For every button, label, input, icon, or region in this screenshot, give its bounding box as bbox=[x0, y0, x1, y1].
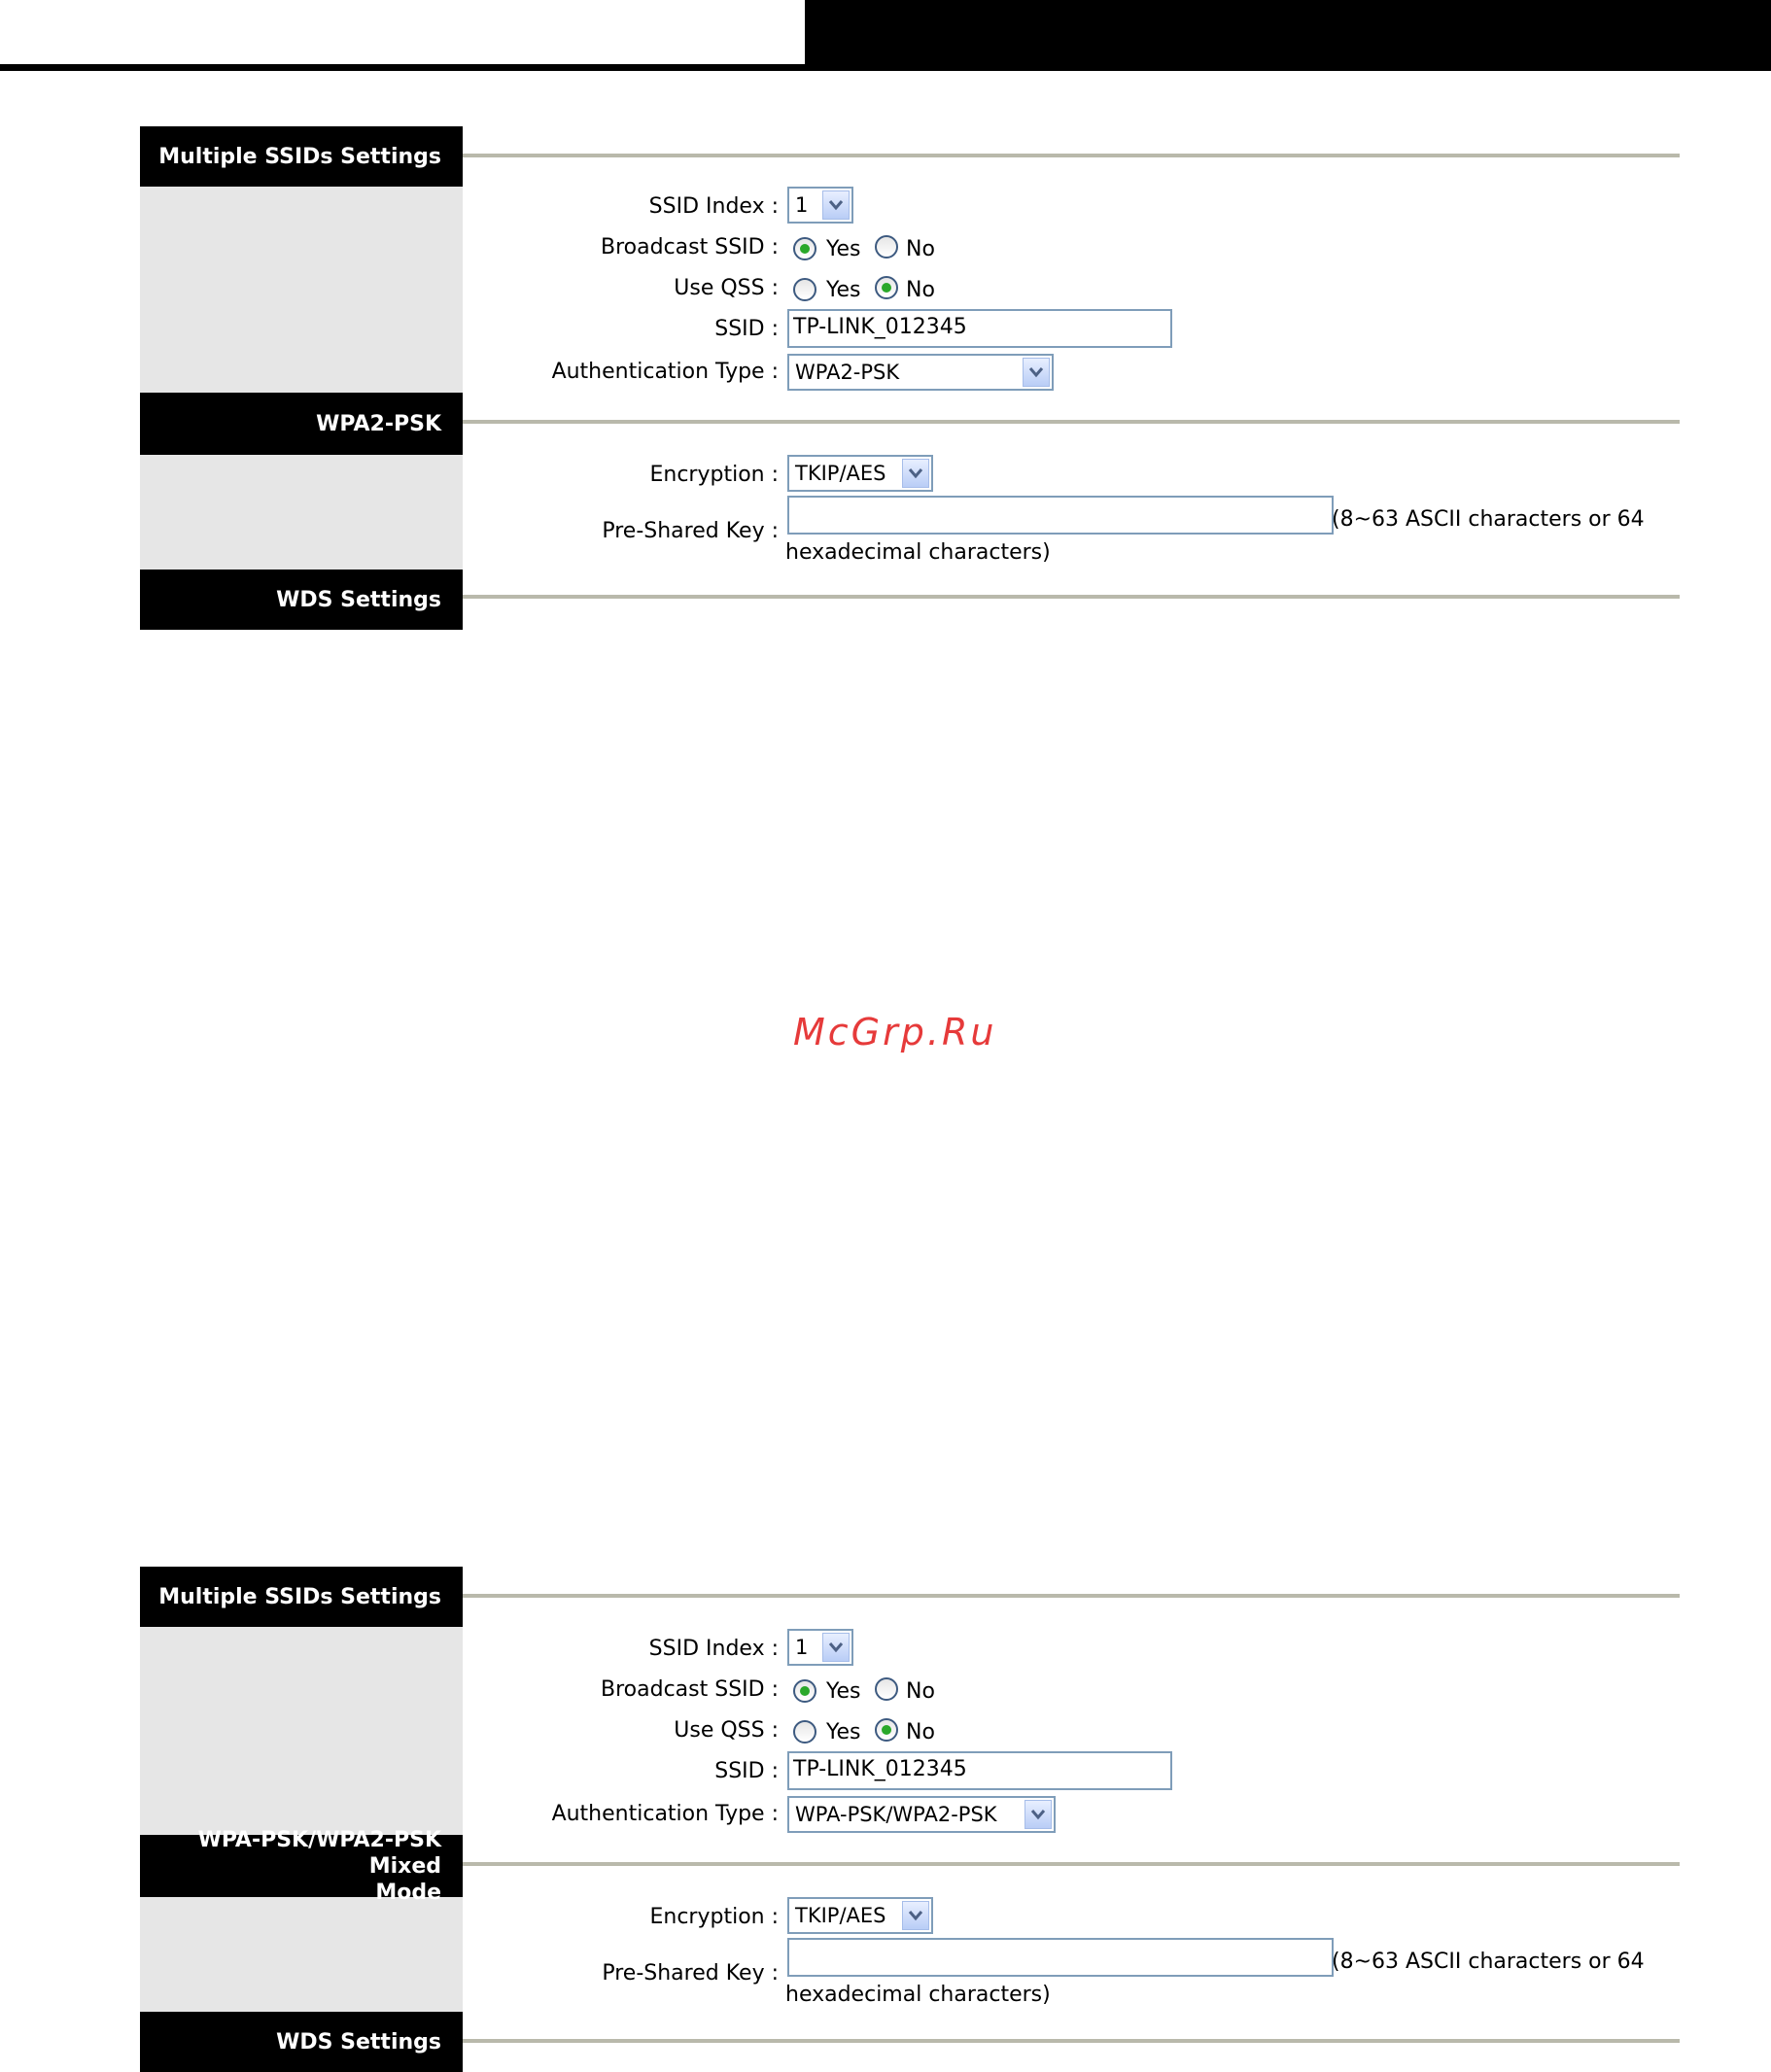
watermark: McGrp.Ru bbox=[793, 1011, 997, 1053]
chevron-down-icon[interactable] bbox=[822, 190, 850, 220]
auth-type-value: WPA2-PSK bbox=[795, 361, 900, 384]
chevron-down-icon[interactable] bbox=[902, 459, 929, 488]
label-ssid-index: SSID Index : bbox=[648, 194, 779, 219]
section-rule bbox=[463, 595, 1680, 599]
label-auth-type: Authentication Type : bbox=[551, 1802, 779, 1826]
encryption-value: TKIP/AES bbox=[795, 462, 886, 485]
header-bar bbox=[805, 0, 1771, 66]
chevron-down-icon[interactable] bbox=[1023, 358, 1050, 387]
sidebar-gray bbox=[140, 455, 463, 570]
section-title bbox=[140, 1827, 441, 1906]
ssid-index-value: 1 bbox=[795, 193, 809, 217]
psk-input[interactable] bbox=[787, 496, 1334, 535]
auth-type-select[interactable] bbox=[787, 1796, 1056, 1833]
broadcast-yes-radio[interactable] bbox=[793, 237, 816, 260]
auth-type-value: WPA-PSK/WPA2-PSK bbox=[795, 1803, 997, 1826]
qss-yes-radio[interactable] bbox=[793, 278, 816, 301]
label-encryption: Encryption : bbox=[649, 1905, 779, 1929]
broadcast-no-radio[interactable] bbox=[875, 235, 898, 259]
section-rule bbox=[463, 1594, 1680, 1598]
qss-no-radio[interactable] bbox=[875, 276, 898, 299]
broadcast-yes-radio[interactable] bbox=[793, 1679, 816, 1703]
auth-type-select[interactable] bbox=[787, 354, 1054, 391]
qss-no-label: No bbox=[906, 278, 935, 302]
chevron-down-icon[interactable] bbox=[822, 1633, 850, 1662]
label-psk: Pre-Shared Key : bbox=[602, 519, 779, 543]
section-rule bbox=[463, 420, 1680, 424]
label-use-qss: Use QSS : bbox=[674, 276, 779, 300]
section-multiple-ssids bbox=[140, 126, 463, 187]
psk-note: (8~63 ASCII characters or 64 bbox=[1332, 507, 1645, 532]
section-wpa2-psk bbox=[140, 393, 463, 455]
section-title-line2: Mode bbox=[375, 1880, 441, 1905]
label-ssid-index: SSID Index : bbox=[648, 1637, 779, 1661]
qss-yes-label: Yes bbox=[826, 278, 861, 302]
section-wds bbox=[140, 570, 463, 630]
psk-note-cont: hexadecimal characters) bbox=[785, 540, 1051, 565]
section-rule bbox=[463, 1862, 1680, 1866]
ssid-index-select[interactable] bbox=[787, 187, 853, 224]
label-auth-type: Authentication Type : bbox=[551, 360, 779, 384]
chevron-down-icon[interactable] bbox=[902, 1901, 929, 1930]
header-rule-right bbox=[805, 66, 1771, 71]
section-title: WPA2-PSK bbox=[316, 411, 441, 436]
section-wds bbox=[140, 2012, 463, 2072]
label-broadcast-ssid: Broadcast SSID : bbox=[601, 235, 779, 259]
sidebar-gray bbox=[140, 1897, 463, 2012]
broadcast-no-label: No bbox=[906, 237, 935, 261]
ssid-index-value: 1 bbox=[795, 1636, 809, 1659]
broadcast-no-radio[interactable] bbox=[875, 1677, 898, 1701]
section-title: Multiple SSIDs Settings bbox=[158, 1584, 441, 1609]
label-broadcast-ssid: Broadcast SSID : bbox=[601, 1677, 779, 1702]
label-ssid: SSID : bbox=[714, 317, 779, 341]
broadcast-yes-label: Yes bbox=[826, 237, 861, 261]
psk-note: (8~63 ASCII characters or 64 bbox=[1332, 1950, 1645, 1974]
section-rule bbox=[463, 154, 1680, 157]
section-rule bbox=[463, 2039, 1680, 2043]
label-ssid: SSID : bbox=[714, 1759, 779, 1783]
ssid-index-select[interactable] bbox=[787, 1629, 853, 1666]
ssid-input[interactable]: TP-LINK_012345 bbox=[787, 1751, 1172, 1790]
qss-no-label: No bbox=[906, 1720, 935, 1744]
section-title: WDS Settings bbox=[276, 587, 441, 612]
label-use-qss: Use QSS : bbox=[674, 1718, 779, 1743]
section-title: WDS Settings bbox=[276, 2029, 441, 2055]
chevron-down-icon[interactable] bbox=[1024, 1800, 1052, 1829]
ssid-input[interactable]: TP-LINK_012345 bbox=[787, 309, 1172, 348]
qss-yes-label: Yes bbox=[826, 1720, 861, 1744]
sidebar-gray bbox=[140, 187, 463, 393]
broadcast-yes-label: Yes bbox=[826, 1679, 861, 1704]
section-title: Multiple SSIDs Settings bbox=[158, 144, 441, 169]
label-encryption: Encryption : bbox=[649, 463, 779, 487]
encryption-select[interactable] bbox=[787, 455, 933, 492]
encryption-select[interactable] bbox=[787, 1897, 933, 1934]
psk-input[interactable] bbox=[787, 1938, 1334, 1977]
settings-panel-wpa-mixed bbox=[140, 1567, 1680, 2072]
section-multiple-ssids bbox=[140, 1567, 463, 1627]
qss-no-radio[interactable] bbox=[875, 1718, 898, 1742]
encryption-value: TKIP/AES bbox=[795, 1904, 886, 1927]
qss-yes-radio[interactable] bbox=[793, 1720, 816, 1744]
sidebar-gray bbox=[140, 1627, 463, 1835]
broadcast-no-label: No bbox=[906, 1679, 935, 1704]
settings-panel-wpa2-psk bbox=[140, 126, 1680, 632]
section-wpa-mixed bbox=[140, 1827, 463, 1905]
label-psk: Pre-Shared Key : bbox=[602, 1961, 779, 1986]
psk-note-cont: hexadecimal characters) bbox=[785, 1983, 1051, 2007]
section-title-line1: WPA-PSK/WPA2-PSK Mixed bbox=[197, 1827, 441, 1879]
header-rule bbox=[0, 64, 807, 71]
